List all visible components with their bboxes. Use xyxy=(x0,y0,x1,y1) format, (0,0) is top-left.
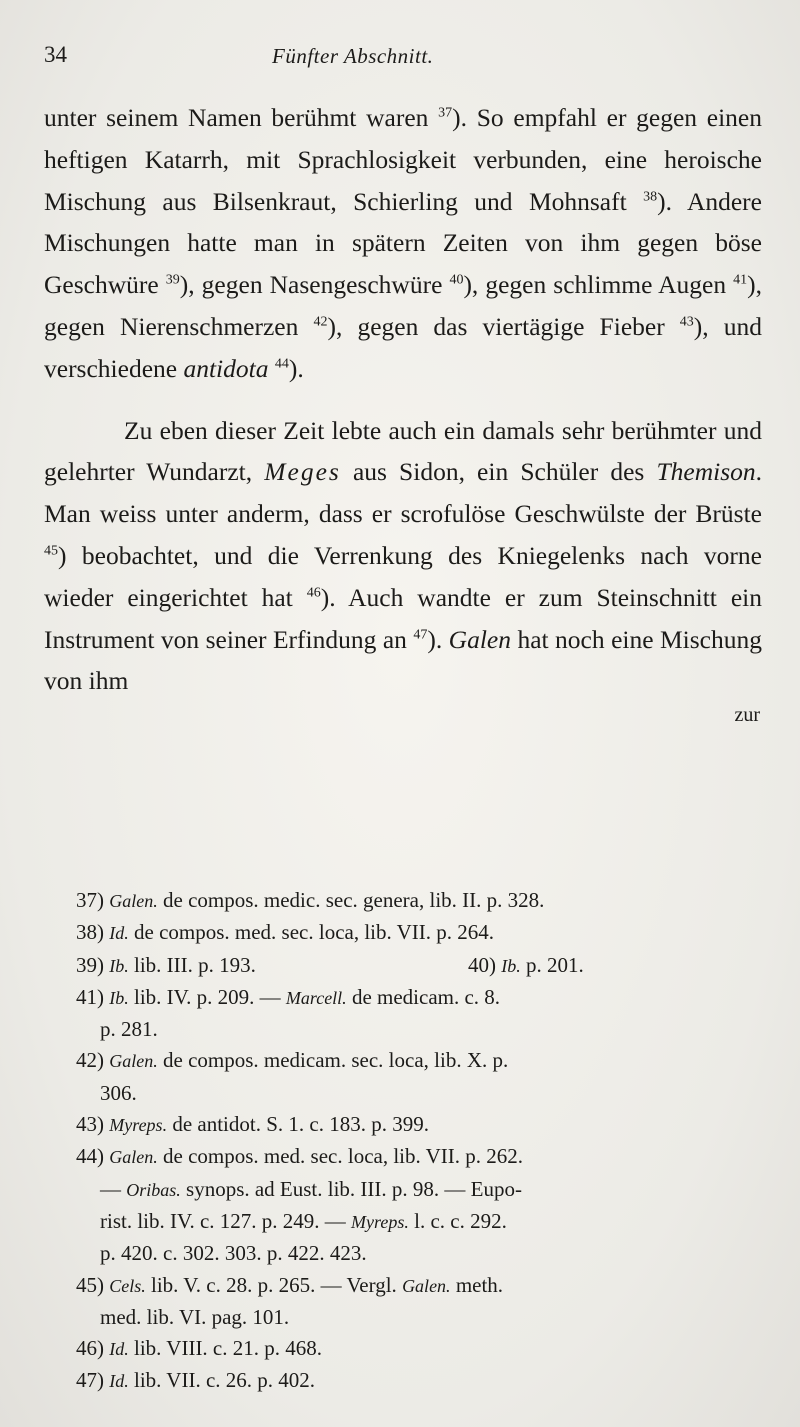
footnote-37 xyxy=(76,885,766,917)
footnote-40 xyxy=(468,950,584,982)
citation: l. c. c. 292. xyxy=(408,1208,507,1233)
footnote-number: 38) xyxy=(76,920,110,945)
main-text xyxy=(44,97,762,730)
footnote-ref-40: 40 xyxy=(449,272,464,288)
footnote-number: 44) xyxy=(76,1144,110,1169)
author-abbrev: Ib. xyxy=(109,987,129,1008)
citation: lib. V. c. 28. p. 265. — Vergl. xyxy=(145,1272,403,1297)
footnote-ref-45: 45 xyxy=(44,543,58,559)
text-run: ), gegen Nasengeschwüre xyxy=(179,270,450,300)
author-abbrev: Marcell. xyxy=(285,987,347,1008)
citation: synops. ad Eust. lib. III. p. 98. — Eupo- xyxy=(180,1176,522,1201)
footnote-number: 46) xyxy=(76,1336,110,1361)
footnote-ref-43: 43 xyxy=(679,314,694,330)
footnote-ref-42: 42 xyxy=(313,314,328,330)
footnote-ref-44: 44 xyxy=(274,356,289,372)
text-run: ). So empfahl er gegen einen heftigen Katarrh, mit Sprachlosigkeit verbunden, eine heroische Mischung aus Bilsenkraut, Schierling und Mohnsaft xyxy=(44,103,762,216)
name-galen: Galen xyxy=(448,624,511,654)
paragraph-1 xyxy=(44,97,762,390)
citation: lib. VIII. c. 21. p. 468. xyxy=(128,1336,323,1361)
author-abbrev: Id. xyxy=(109,1339,129,1360)
author-abbrev: Galen. xyxy=(109,1147,158,1168)
footnote-number: 37) xyxy=(76,888,110,912)
name-meges: Meges xyxy=(264,457,341,487)
citation: meth. xyxy=(450,1272,504,1297)
citation: de medicam. c. 8. xyxy=(346,984,501,1009)
citation-continued: p. 420. c. 302. 303. p. 422. 423. xyxy=(100,1241,367,1266)
name-themison: Themison xyxy=(656,457,756,487)
footnotes xyxy=(76,885,766,1398)
text-run: ), gegen das viertägige Fieber xyxy=(327,311,680,341)
footnote-42 xyxy=(76,1045,766,1109)
citation: p. 201. xyxy=(520,952,584,977)
text-run: hat noch eine Mischung von ihm xyxy=(44,624,762,696)
footnote-ref-39: 39 xyxy=(165,272,180,288)
footnote-number: 42) xyxy=(76,1048,110,1073)
author-abbrev: Myreps. xyxy=(109,1115,168,1136)
citation: lib. VII. c. 26. p. 402. xyxy=(128,1368,316,1393)
citation: de compos. medicam. sec. loca, lib. X. p. xyxy=(157,1048,509,1073)
citation: de compos. med. sec. loca, lib. VII. p. 264. xyxy=(128,920,495,945)
text-run: ). Andere Mischungen hatte man in spätern Zeiten von ihm gegen böse Geschwüre xyxy=(44,186,762,300)
footnote-ref-46: 46 xyxy=(306,585,321,601)
footnote-44 xyxy=(76,1141,766,1269)
footnote-38 xyxy=(76,917,766,949)
text-run: ) beobachtet, und die Verrenkung des Kniegelenks nach vorne wieder eingerichtet hat xyxy=(44,540,762,612)
footnote-ref-47: 47 xyxy=(413,627,428,643)
footnote-ref-38: 38 xyxy=(643,189,658,205)
text-run: Zu eben dieser Zeit lebte auch ein damals sehr berühmter und gelehrter Wundarzt, xyxy=(44,415,762,487)
footnote-number: 41) xyxy=(76,984,110,1009)
text-run: aus Sidon, ein Schüler des xyxy=(340,457,657,487)
running-head: Fünfter Abschnitt. xyxy=(272,44,434,68)
author-abbrev: Cels. xyxy=(109,1275,146,1296)
footnote-41 xyxy=(76,982,766,1046)
author-abbrev: Galen. xyxy=(109,1051,158,1072)
author-abbrev: Myreps. xyxy=(351,1211,409,1232)
citation-continued: p. 281. xyxy=(100,1017,158,1042)
text-run: ), gegen schlimme Augen xyxy=(463,270,734,300)
author-abbrev: Oribas. xyxy=(126,1179,181,1200)
page-number: 34 xyxy=(44,42,67,67)
text-run: unter seinem Namen berühmt waren xyxy=(44,103,439,132)
page-header xyxy=(44,42,764,78)
author-abbrev: Ib. xyxy=(501,955,521,976)
footnote-number: 39) xyxy=(76,952,110,977)
paragraph-2 xyxy=(44,410,762,703)
author-abbrev: Galen. xyxy=(402,1275,451,1296)
citation: de compos. medic. sec. genera, lib. II. p. 328. xyxy=(157,888,545,912)
footnote-45 xyxy=(76,1270,766,1334)
citation-continued: 306. xyxy=(100,1080,137,1105)
footnote-47 xyxy=(76,1365,766,1397)
author-abbrev: Id. xyxy=(109,923,129,944)
footnote-ref-41: 41 xyxy=(733,272,748,288)
citation-continued xyxy=(76,1174,766,1206)
footnote-number: 45) xyxy=(76,1272,110,1297)
footnote-number: 40) xyxy=(468,952,502,977)
footnote-39 xyxy=(76,950,468,982)
text-run: . Man weiss unter anderm, dass er scrofulöse Geschwülste der Brüste xyxy=(44,457,762,529)
citation: de compos. med. sec. loca, lib. VII. p. 262. xyxy=(157,1144,524,1169)
footnote-number: 47) xyxy=(76,1368,110,1393)
text-run: ). Auch wandte er zum Steinschnitt ein Instrument von seiner Erfindung an xyxy=(44,582,762,654)
author-abbrev: Ib. xyxy=(109,955,129,976)
citation-continued xyxy=(76,1206,766,1238)
text-run: ). xyxy=(288,353,304,383)
citation-continued: med. lib. VI. pag. 101. xyxy=(100,1304,290,1329)
author-abbrev: Id. xyxy=(109,1371,129,1392)
citation: lib. III. p. 193. xyxy=(128,952,256,977)
footnote-43 xyxy=(76,1109,766,1141)
text-run: ), und verschiedene xyxy=(44,311,763,383)
catchword: zur xyxy=(734,704,760,727)
footnote-ref-37: 37 xyxy=(438,105,453,121)
footnote-number: 43) xyxy=(76,1112,110,1137)
citation: de antidot. S. 1. c. 183. p. 399. xyxy=(167,1112,429,1137)
citation: rist. lib. IV. c. 127. p. 249. — xyxy=(100,1208,352,1233)
footnote-pair-39-40 xyxy=(76,950,766,982)
italic-term: antidota xyxy=(183,353,269,383)
footnote-46 xyxy=(76,1333,766,1365)
text-run: ), gegen Nierenschmerzen xyxy=(44,270,763,341)
citation: lib. IV. p. 209. — xyxy=(128,984,286,1009)
author-abbrev: Galen. xyxy=(109,891,158,911)
citation: — xyxy=(100,1176,127,1201)
text-run: ). xyxy=(427,624,449,654)
